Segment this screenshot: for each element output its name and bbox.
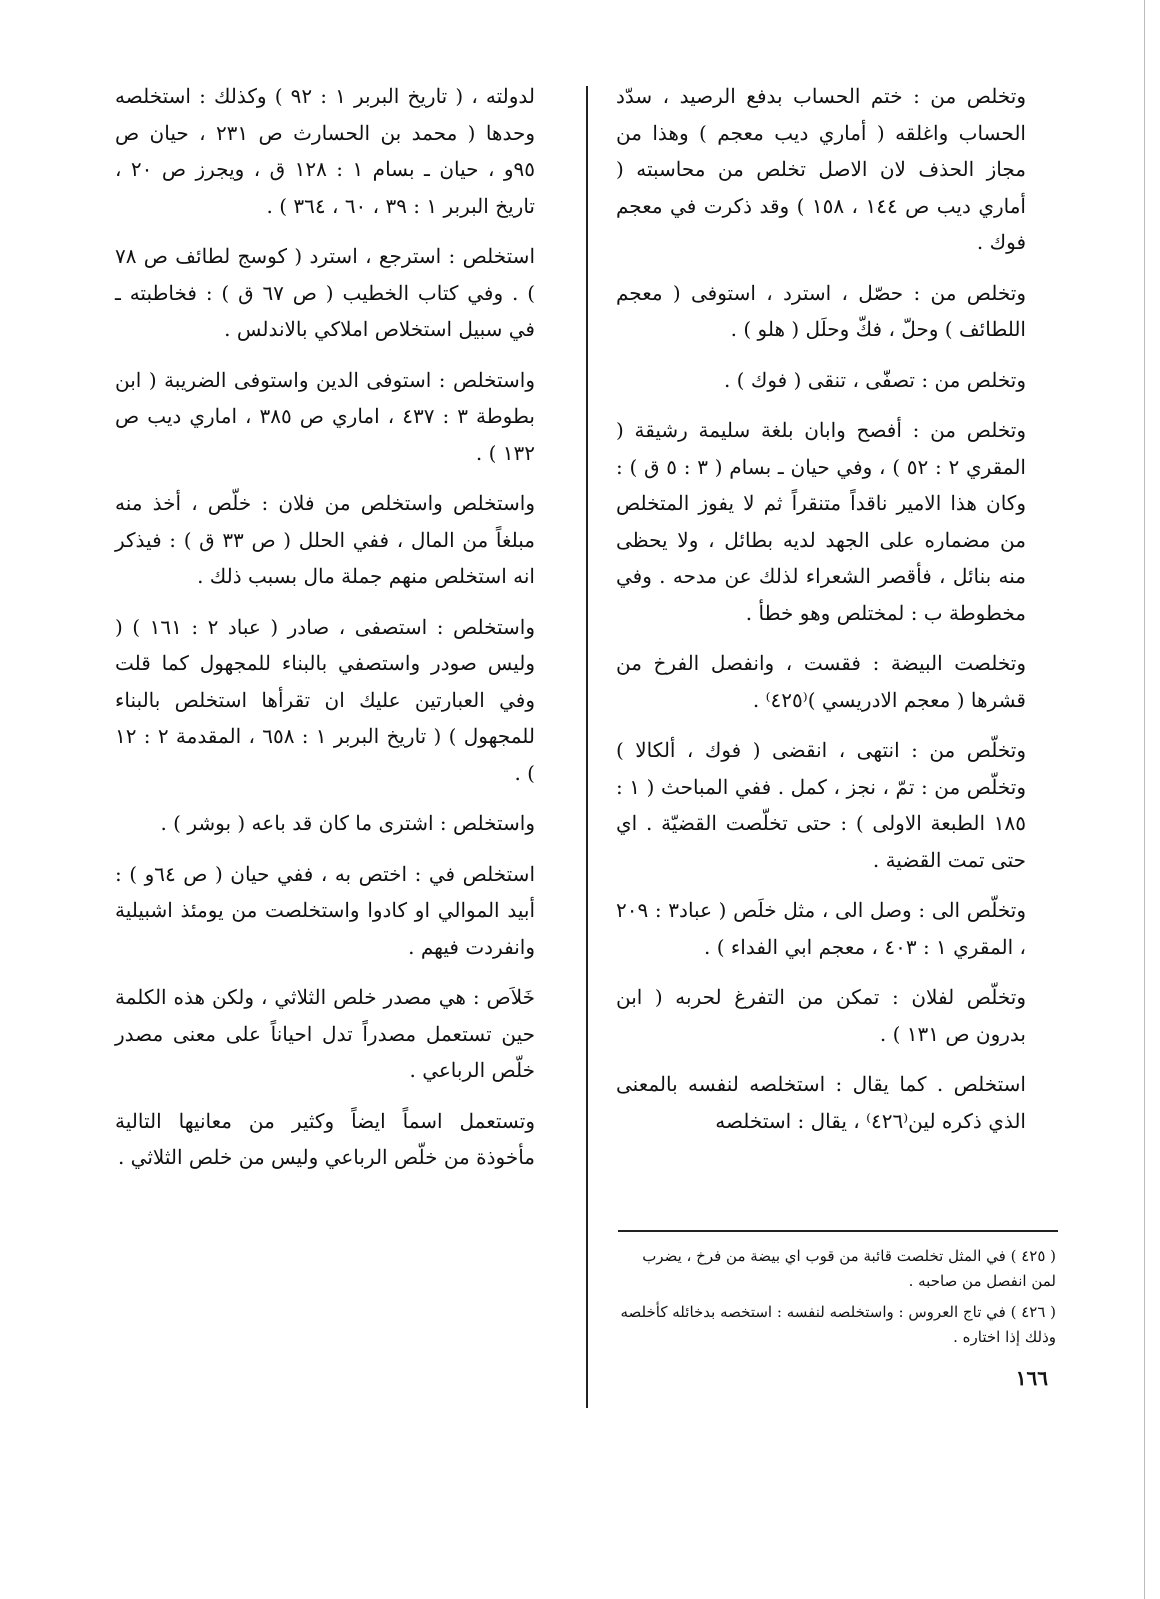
paragraph: وتخلص من : تصفّى ، تنقى ( فوك ) .	[723, 367, 1026, 392]
paragraph: وتخلصت البيضة : فقست ، وانفصل الفرخ من قشرها ( معجم الادريسي )⁽٤٢٥⁾ .	[616, 651, 1026, 712]
paragraph: وتخلص من : أفصح وابان بلغة سليمة رشيقة ( المقري ٢ : ٥٢ ) ، وفي حيان ـ بسام ( ٣ : ٥ ق ) : وكان هذا الامير ناقداً متنقراً ثم لا يفوز المتخلص من مضماره على الجهد لديه بطائل ، ولا يحظى منه بنائل ، فأقصر الشعراء لذلك عن مدحه . وفي مخطوطة ب : لمختلص وهو خطأ .	[616, 418, 1026, 625]
paragraph: وتخلص من : حصّل ، استرد ، استوفى ( معجم اللطائف ) وحلّ ، فكّ وحلَل ( هلو ) .	[616, 280, 1026, 341]
page-edge	[1144, 0, 1145, 1599]
paragraph: وتخلّص الى : وصل الى ، مثل خلَص ( عباد٣ : ٢٠٩ ، المقري ١ : ٤٠٣ ، معجم ابي الفداء ) .	[616, 898, 1027, 959]
paragraph: استخلص في : اختص به ، ففي حيان ( ص ٦٤و ) : أبيد الموالي او كادوا واستخلصت من يومئذ اشبيلية وانفردت فيهم .	[115, 861, 535, 959]
column-divider	[586, 86, 588, 1408]
footnote-divider	[618, 1230, 1058, 1232]
paragraph: وتخلص من : ختم الحساب بدفع الرصيد ، سدّد الحساب واغلقه ( أماري ديب معجم ) وهذا من مجاز الحذف لان الاصل تخلص من محاسبته ( أماري ديب ص ١٤٤ ، ١٥٨ ) وقد ذكرت في معجم فوك .	[616, 84, 1026, 254]
paragraph: واستخلص : اشترى ما كان قد باعه ( بوشر ) .	[160, 811, 535, 835]
paragraph: واستخلص واستخلص من فلان : خلّص ، أخذ منه مبلغاً من المال ، ففي الحلل ( ص ٣٣ ق ) : فيذكر انه استخلص منهم جملة مال بسبب ذلك .	[115, 491, 535, 588]
footnotes	[616, 1244, 1056, 1356]
paragraph: واستخلص : استصفى ، صادر ( عباد ٢ : ١٦١ ) ( وليس صودر واستصفي بالبناء للمجهول كما قلت وفي العبارتين عليك ان تقرأها استخلص بالبناء للمجهول ) ( تاريخ البربر ١ : ٦٥٨ ، المقدمة ٢ : ١٢ ) .	[115, 614, 536, 785]
paragraph: استخلص . كما يقال : استخلصه لنفسه بالمعنى الذي ذكره لين⁽٤٢٦⁾ ، يقال : استخلصه	[616, 1072, 1026, 1133]
paragraph: واستخلص : استوفى الدين واستوفى الضريبة ( ابن بطوطة ٣ : ٤٣٧ ، اماري ص ٣٨٥ ، اماري ديب ص ١٣٢ ) .	[115, 367, 535, 465]
right-column	[616, 78, 1026, 1153]
footnote: ( ٤٢٦ ) في تاج العروس : واستخلصه لنفسه : استخصه بدخائله كأخلصه وذلك إذا اختاره .	[620, 1303, 1056, 1346]
left-column	[115, 78, 535, 1190]
paragraph: وتستعمل اسماً ايضاً وكثير من معانيها التالية مأخوذة من خلّص الرباعي وليس من خلص الثلاثي .	[115, 1108, 535, 1169]
paragraph: وتخلّص لفلان : تمكن من التفرغ لحربه ( ابن بدرون ص ١٣١ ) .	[616, 985, 1026, 1046]
footnote: ( ٤٢٥ ) في المثل تخلصت قائبة من قوب اي بيضة من فرخ ، يضرب لمن انفصل من صاحبه .	[642, 1247, 1056, 1290]
paragraph: خَلاَص : هي مصدر خلص الثلاثي ، ولكن هذه الكلمة حين تستعمل مصدراً تدل احياناً على معنى مصدر خلّص الرباعي .	[115, 985, 535, 1082]
paragraph: لدولته ، ( تاريخ البربر ١ : ٩٢ ) وكذلك : استخلصه وحدها ( محمد بن الحسارث ص ٢٣١ ، حيان ص ٩٥و ، حيان ـ بسام ١ : ١٢٨ ق ، ويجرز ص ٢٠ ، تاريخ البربر ١ : ٣٩ ، ٦٠ ، ٣٦٤ ) .	[115, 84, 536, 218]
paragraph: استخلص : استرجع ، استرد ( كوسج لطائف ص ٧٨ ) . وفي كتاب الخطيب ( ص ٦٧ ق ) : فخاطبته ـ في سبيل استخلاص املاكي بالاندلس .	[115, 244, 536, 341]
page-number: ١٦٦	[1015, 1366, 1048, 1390]
paragraph: وتخلّص من : انتهى ، انقضى ( فوك ، ألكالا ) وتخلّص من : تمّ ، نجز ، كمل . ففي المباحث ( ١ : ١٨٥ الطبعة الاولى ) : حتى تخلّصت القضيّة . اي حتى تمت القضية .	[616, 738, 1026, 872]
